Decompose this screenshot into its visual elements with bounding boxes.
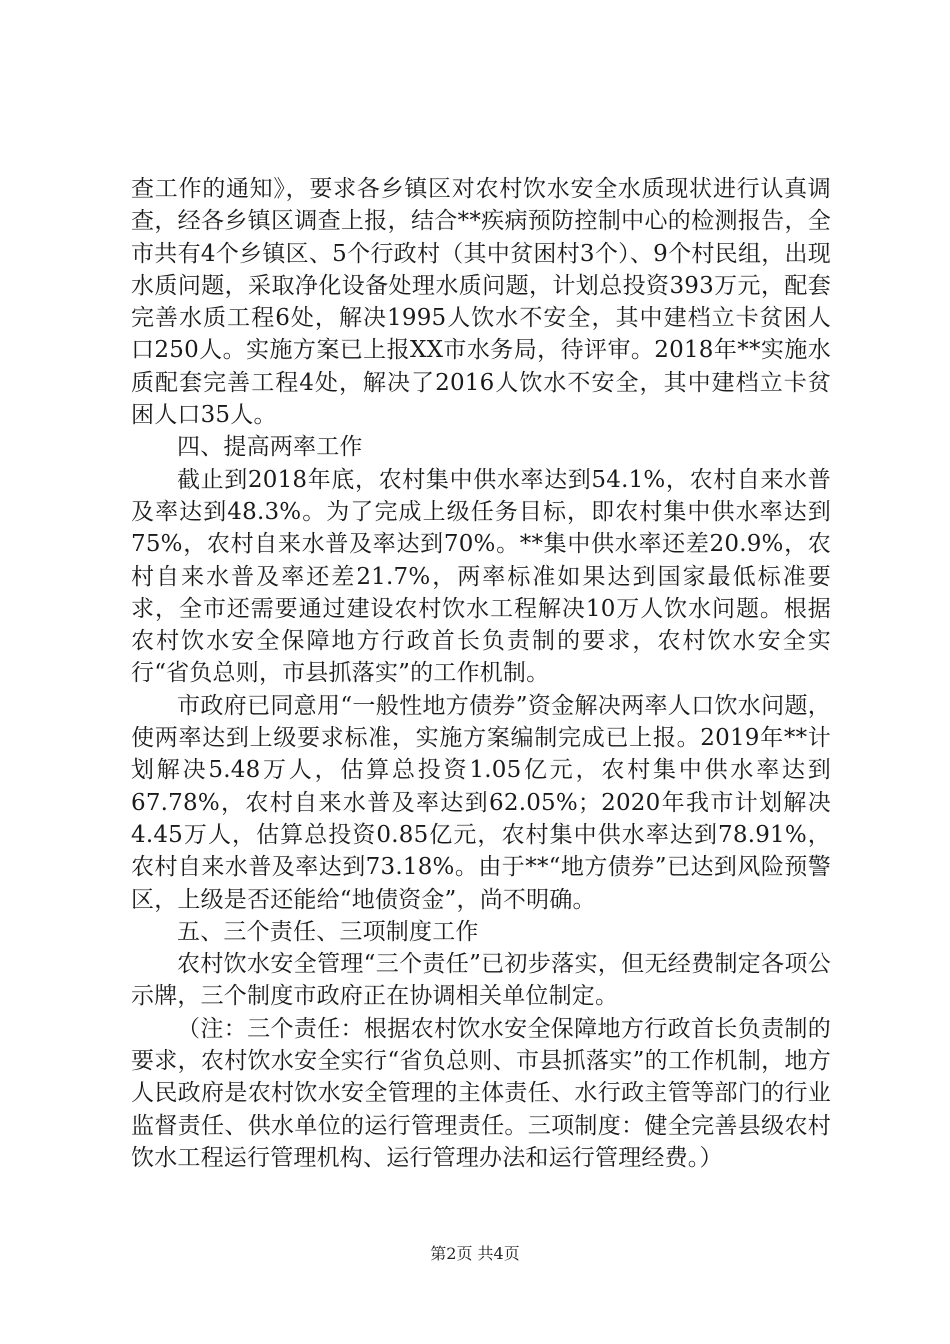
section-heading-responsibilities: 五、三个责任、三项制度工作 xyxy=(177,918,479,945)
paragraph-rates-status: 截止到2018年底，农村集中供水率达到54.1%，农村自来水普及率达到48.3%。为了完成上级任务目标，即农村集中供水率达到75%，农村自来水普及率达到70%。**集中供水率还差20.9%，农村自来水普及率还差21.7%，两率标准如果达到国家最低标准要求，全市还需要通过建设农村饮水工程解决10万人饮水问题。根据农村饮水安全保障地方行政首长负责制的要求，农村饮水安全实行“省负总则，市县抓落实”的工作机制。 xyxy=(131,466,831,687)
paragraph-note: （注：三个责任：根据农村饮水安全保障地方行政首长负责制的要求，农村饮水安全实行“省负总则、市县抓落实”的工作机制，地方人民政府是农村饮水安全管理的主体责任、水行政主管等部门的行业监督责任、供水单位的运行管理责任。三项制度：健全完善县级农村饮水工程运行管理机构、运行管理办法和运行管理经费。） xyxy=(131,1015,831,1171)
page-number: 第2页 共4页 xyxy=(430,1244,520,1263)
section-heading-two-rates: 四、提高两率工作 xyxy=(177,434,363,461)
paragraph-responsibilities: 农村饮水安全管理“三个责任”已初步落实，但无经费制定各项公示牌，三个制度市政府正在协调相关单位制定。 xyxy=(131,951,831,1010)
document-body xyxy=(131,173,831,1174)
paragraph-water-quality: 查工作的通知》，要求各乡镇区对农村饮水安全水质现状进行认真调查，经各乡镇区调查上报，结合**疾病预防控制中心的检测报告，全市共有4个乡镇区、5个行政村（其中贫困村3个）、9个村民组，出现水质问题，采取净化设备处理水质问题，计划总投资393万元，配套完善水质工程6处，解决1995人饮水不安全，其中建档立卡贫困人口250人。实施方案已上报XX市水务局，待评审。2018年**实施水质配套完善工程4处，解决了2016人饮水不安全，其中建档立卡贫困人口35人。 xyxy=(131,176,831,429)
page-footer xyxy=(0,1244,950,1264)
paragraph-bond-funding: 市政府已同意用“一般性地方债券”资金解决两率人口饮水问题，使两率达到上级要求标准，实施方案编制完成已上报。2019年**计划解决5.48万人，估算总投资1.05亿元，农村集中供水率达到67.78%，农村自来水普及率达到62.05%；2020年我市计划解决4.45万人，估算总投资0.85亿元，农村集中供水率达到78.91%，农村自来水普及率达到73.18%。由于**“地方债券”已达到风险预警区，上级是否还能给“地债资金”，尚不明确。 xyxy=(131,692,831,913)
